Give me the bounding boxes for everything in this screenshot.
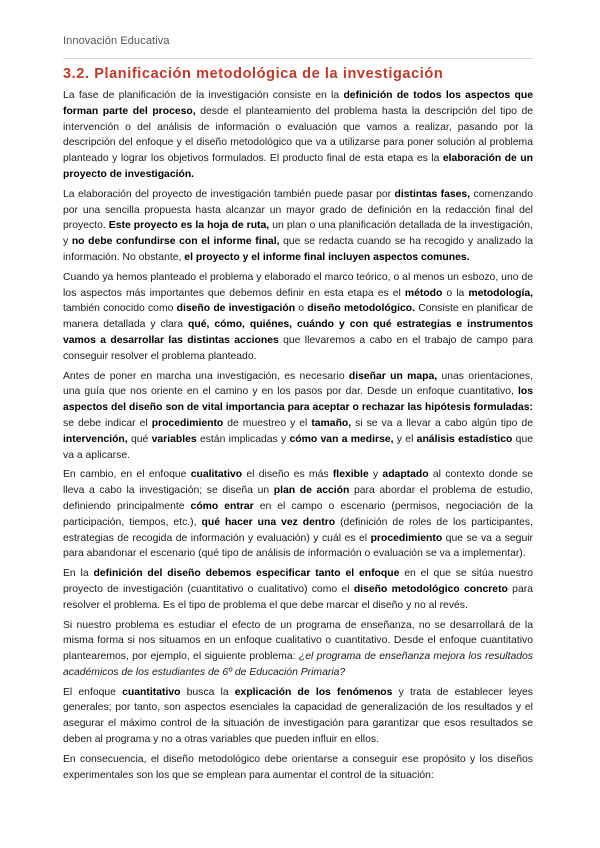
text-run: y: [368, 469, 383, 481]
text-run: para resolver el problema. Es el tipo de problema el que debe marcar el diseño y no al revés.: [63, 583, 533, 611]
text-run: al contexto donde se lleva a cabo la investigación; se diseña un: [63, 469, 533, 497]
italic-run: ¿el programa de enseñanza mejora los resultados académicos de los estudiantes de 6º de Educación Primaria?: [63, 651, 534, 678]
bold-run: qué hacer una vez dentro: [201, 516, 336, 528]
bold-run: definición de todos los aspectos que forman parte del proceso,: [63, 90, 533, 117]
text-run: de muestreo y el: [223, 417, 312, 429]
text-run: Consiste en planificar de manera detallada y clara: [63, 303, 533, 331]
paragraph: [63, 566, 533, 613]
text-run: Antes de poner en marcha una investigación, es necesario: [63, 370, 349, 382]
text-run: en el campo o escenario (permisos, negociación de la participación, tiempos, etc.),: [63, 500, 533, 528]
bold-run: análisis estadístico: [416, 433, 513, 445]
bold-run: distintas fases,: [394, 188, 471, 200]
text-run: el diseño es más: [242, 469, 333, 481]
text-run: que llevaremos a cabo en el trabajo de campo para conseguir resolver el problema planteado.: [63, 334, 533, 362]
bold-run: cuantitativo: [122, 686, 181, 698]
paragraph: [63, 618, 533, 681]
text-run: para abordar el problema de estudio, definiendo principalmente: [63, 485, 533, 512]
text-run: El enfoque: [63, 686, 123, 698]
text-run: que se redacta cuando se ha recogido y analizado la información. No obstante,: [63, 236, 533, 263]
bold-run: diseño de investigación: [176, 303, 296, 315]
bold-run: definición del diseño debemos especificar tanto el enfoque: [93, 568, 400, 580]
paragraph: [63, 88, 533, 183]
bold-run: plan de acción: [273, 485, 350, 497]
text-run: La elaboración del proyecto de investigación también puede pasar por: [63, 188, 395, 200]
bold-run: elaboración de un proyecto de investigación.: [63, 153, 533, 180]
text-run: (definición de roles de los participantes, estrategias de recogida de información y evaluación) y cuál es el: [63, 516, 534, 544]
text-run: En la: [63, 568, 94, 580]
bold-run: procedimiento: [370, 532, 443, 544]
text-run: En cambio, en el enfoque: [63, 469, 191, 481]
text-run: qué: [127, 433, 152, 445]
bold-run: cómo van a medirse,: [289, 433, 394, 445]
bold-run: qué, cómo, quiénes, cuándo y con qué estrategias e instrumentos vamos a desarrollar las distintas acciones: [63, 319, 533, 346]
text-run: si se va a llevar a cabo algún tipo de: [351, 417, 533, 429]
bold-run: diseñar un mapa,: [348, 370, 438, 382]
bold-run: procedimiento: [151, 417, 224, 429]
body-text: [63, 88, 533, 787]
bold-run: intervención,: [63, 433, 128, 445]
text-run: y trata de establecer leyes generales; por tanto, son aspectos esenciales la capacidad de generalización de los resultados y el asegurar el máximo control de la situación de investigación para garantizar que esos resultados se deben al programa y no a otras variables que pueden influir en ellos.: [63, 686, 533, 746]
bold-run: tamaño,: [311, 417, 352, 429]
text-run: o la: [442, 287, 469, 299]
bold-run: flexible: [332, 469, 369, 481]
header-divider: [63, 58, 533, 59]
bold-run: metodología,: [468, 287, 533, 299]
bold-run: explicación de los fenómenos: [234, 686, 393, 698]
bold-run: cualitativo: [190, 469, 243, 481]
text-run: En consecuencia, el diseño metodológico debe orientarse a conseguir ese propósito y los diseños experimentales son los que se emplean para aumentar el control de la situación:: [63, 753, 533, 781]
bold-run: Este proyecto es la hoja de ruta,: [108, 220, 270, 232]
bold-run: los aspectos del diseño son de vital importancia para aceptar o rechazar las hipótesis formuladas:: [63, 386, 533, 414]
text-run: comenzando por una sencilla propuesta hasta alcanzar un mayor grado de definición en la redacción final del proyecto.: [63, 188, 533, 232]
text-run: o: [295, 303, 308, 315]
bold-run: diseño metodológico.: [307, 303, 415, 315]
paragraph: [63, 270, 533, 365]
text-run: en el que se sitúa nuestro proyecto de investigación (cuantitativo o cualitativo) como el: [63, 568, 533, 595]
text-run: y el: [393, 433, 417, 445]
paragraph: [63, 187, 533, 266]
paragraph: [63, 369, 533, 464]
bold-run: adaptado: [382, 469, 429, 481]
paragraph: [63, 752, 533, 784]
text-run: se debe indicar el: [63, 417, 152, 429]
bold-run: no debe confundirse con el informe final,: [71, 236, 280, 248]
text-run: que se va a seguir para abandonar el escenario (qué tipo de análisis de información o evaluación se va a implementar).: [63, 532, 533, 560]
text-run: que va a aplicarse.: [63, 433, 533, 461]
bold-run: variables: [151, 433, 197, 445]
section-title: 3.2. Planificación metodológica de la investigación: [63, 66, 444, 82]
paragraph: [63, 685, 533, 748]
paragraph: [63, 467, 533, 562]
text-run: busca la: [180, 686, 235, 698]
text-run: están implicadas y: [196, 433, 290, 445]
text-run: también conocido como: [63, 303, 177, 315]
running-header: Innovación Educativa: [63, 35, 170, 47]
text-run: Cuando ya hemos planteado el problema y elaborado el marco teórico, o al menos un esbozo, uno de los aspectos más importantes que debemos definir en esta etapa es el: [63, 271, 533, 299]
bold-run: método: [404, 287, 443, 299]
text-run: desde el planteamiento del problema hasta la descripción del tipo de intervención o del análisis de información o evaluación que vamos a realizar, pasando por la descripción del enfoque y el diseño metodológico que va a utilizarse para poner solución al problema planteado y lograr los objetivos formulados. El producto final de esta etapa es la: [63, 105, 533, 165]
text-run: un plan o una planificación detallada de la investigación, y: [63, 220, 533, 248]
bold-run: cómo entrar: [190, 500, 254, 512]
bold-run: el proyecto y el informe final incluyen aspectos comunes.: [184, 251, 470, 263]
bold-run: diseño metodológico concreto: [353, 583, 508, 595]
text-run: Si nuestro problema es estudiar el efecto de un programa de enseñanza, no se desarrollará de la misma forma si nos situamos en un enfoque cualitativo o cuantitativo. Desde el enfoque cuantitativo plantearemos, por ejemplo, el siguiente problema:: [63, 619, 533, 663]
text-run: La fase de planificación de la investigación consiste en la: [63, 90, 344, 101]
text-run: unas orientaciones, una guía que nos oriente en el camino y en los pasos por dar. Desde un enfoque cuantitativo,: [63, 370, 533, 398]
